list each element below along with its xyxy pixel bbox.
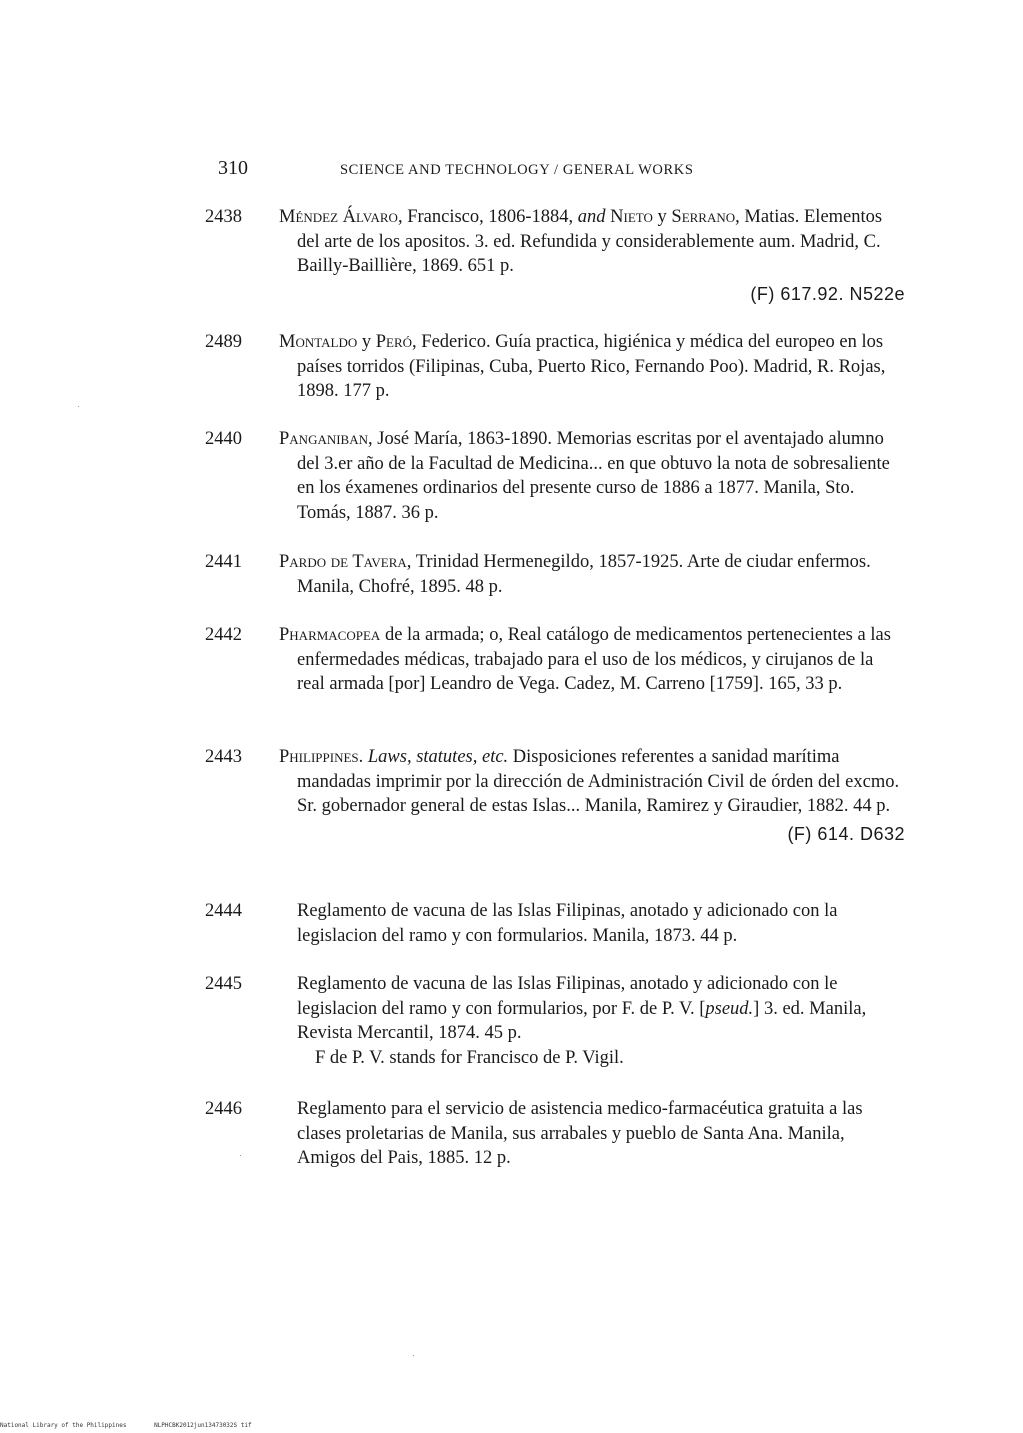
author-name: Panganiban,	[279, 429, 373, 449]
running-head: SCIENCE AND TECHNOLOGY / GENERAL WORKS	[340, 162, 694, 178]
author-name: Peró,	[375, 332, 417, 352]
entry-2441	[205, 550, 905, 599]
footer-file-id: NLPHCBK2012jun13473032S tif	[154, 1422, 252, 1429]
entry-number: 2442	[205, 625, 242, 645]
entry-text	[279, 550, 905, 599]
entry-text-italic: pseud.	[705, 998, 754, 1019]
entry-text	[279, 330, 905, 404]
entry-2489	[205, 330, 905, 404]
entry-text-part: y	[357, 332, 376, 352]
footer-library: National Library of the Philippines	[0, 1422, 127, 1429]
entry-number: 2444	[205, 901, 242, 921]
entry-2445	[205, 972, 905, 1070]
entry-text-italic: and	[577, 207, 606, 227]
entry-text-part: Francisco, 1806-1884,	[402, 207, 578, 227]
call-number: (F) 614. D632	[787, 823, 905, 844]
entry-2444	[205, 899, 905, 948]
entry-text-part: Reglamento de vacuna de las Islas Filipinas, anotado y adicionado con le legislacion del ramo y con formularios, por F. de P. V. [	[297, 974, 838, 1019]
author-name: Philippines.	[279, 747, 364, 767]
entry-text-part: Disposiciones referentes a sanidad marítima mandadas imprimir por la dirección de Administración Civil de órden del excmo. Sr. gobernador general de estas Islas... Manila, Ramirez y Giraudier, 1882. 44 p.	[297, 747, 900, 817]
entry-2443	[205, 745, 905, 846]
entry-text: Reglamento para el servicio de asistencia medico-farmacéutica gratuita a las clases proletarias de Manila, sus arrabales y pueblo de Santa Ana. Manila, Amigos del Pais, 1885. 12 p.	[297, 1099, 863, 1169]
scan-footer	[0, 1422, 252, 1429]
author-name: Pardo de Tavera,	[279, 552, 412, 572]
entry-2442	[205, 623, 905, 697]
entry-number: 2440	[205, 429, 242, 449]
entry-text-part: Federico. Guía practica, higiénica y médica del europeo en los países torridos (Filipinas, Cuba, Puerto Rico, Fernando Poo). Madrid, R. Rojas, 1898. 177 p.	[297, 332, 886, 402]
entry-2440	[205, 427, 905, 525]
entry-number: 2446	[205, 1099, 242, 1119]
author-name: Méndez Álvaro,	[279, 207, 403, 227]
entry-number: 2441	[205, 552, 242, 572]
entry-text	[297, 972, 905, 1046]
author-name: Serrano,	[671, 207, 740, 227]
entry-text-part: de la armada; o, Real catálogo de medicamentos pertenecientes a las enfermedades médicas, trabajado para el uso de los médicos, y cirujanos de la real armada [por] Leandro de Vega. Cadez, M. Carreno [1759]. 165, 33 p.	[297, 625, 891, 695]
author-name: Pharmacopea	[279, 625, 381, 645]
entry-text-part: ] 3. ed. Manila, Revista Mercantil, 1874. 45 p.	[297, 998, 867, 1044]
entry-text	[279, 745, 905, 819]
entry-2446	[205, 1097, 905, 1171]
entry-text-part: Trinidad Hermenegildo, 1857-1925. Arte de ciudar enfermos. Manila, Chofré, 1895. 48 p.	[297, 552, 871, 597]
scan-speck	[413, 1355, 414, 1356]
entry-text-italic: Laws, statutes, etc.	[363, 747, 509, 767]
entry-2438	[205, 205, 905, 306]
entry-text-part: y	[652, 207, 672, 227]
entry-text-part: Matias. Elementos del arte de los apositos. 3. ed. Refundida y considerablemente aum. Madrid, C. Bailly-Baillière, 1869. 651 p.	[297, 207, 883, 277]
author-name: Montaldo	[279, 332, 358, 352]
entry-number: 2445	[205, 974, 242, 994]
entry-text-part: José María, 1863-1890. Memorias escritas por el aventajado alumno del 3.er año de la Facultad de Medicina... en que obtuvo la nota de sobresaliente en los éxamenes ordinarios del presente curso de 1886 a 1877. Manila, Sto. Tomás, 1887. 36 p.	[297, 429, 890, 523]
entry-note: F de P. V. stands for Francisco de P. Vigil.	[315, 1047, 624, 1068]
entry-number: 2443	[205, 747, 242, 767]
entry-text	[279, 427, 905, 525]
entry-number: 2438	[205, 207, 242, 227]
entry-number: 2489	[205, 332, 242, 352]
entry-text: Reglamento de vacuna de las Islas Filipinas, anotado y adicionado con la legislacion del ramo y con formularios. Manila, 1873. 44 p.	[297, 901, 838, 946]
entry-text	[279, 205, 905, 279]
call-number: (F) 617.92. N522e	[750, 283, 905, 304]
author-name: Nieto	[605, 207, 653, 227]
page-number: 310	[218, 157, 248, 179]
entry-text	[279, 623, 905, 697]
scan-speck	[78, 406, 79, 407]
scan-speck	[240, 1155, 241, 1156]
